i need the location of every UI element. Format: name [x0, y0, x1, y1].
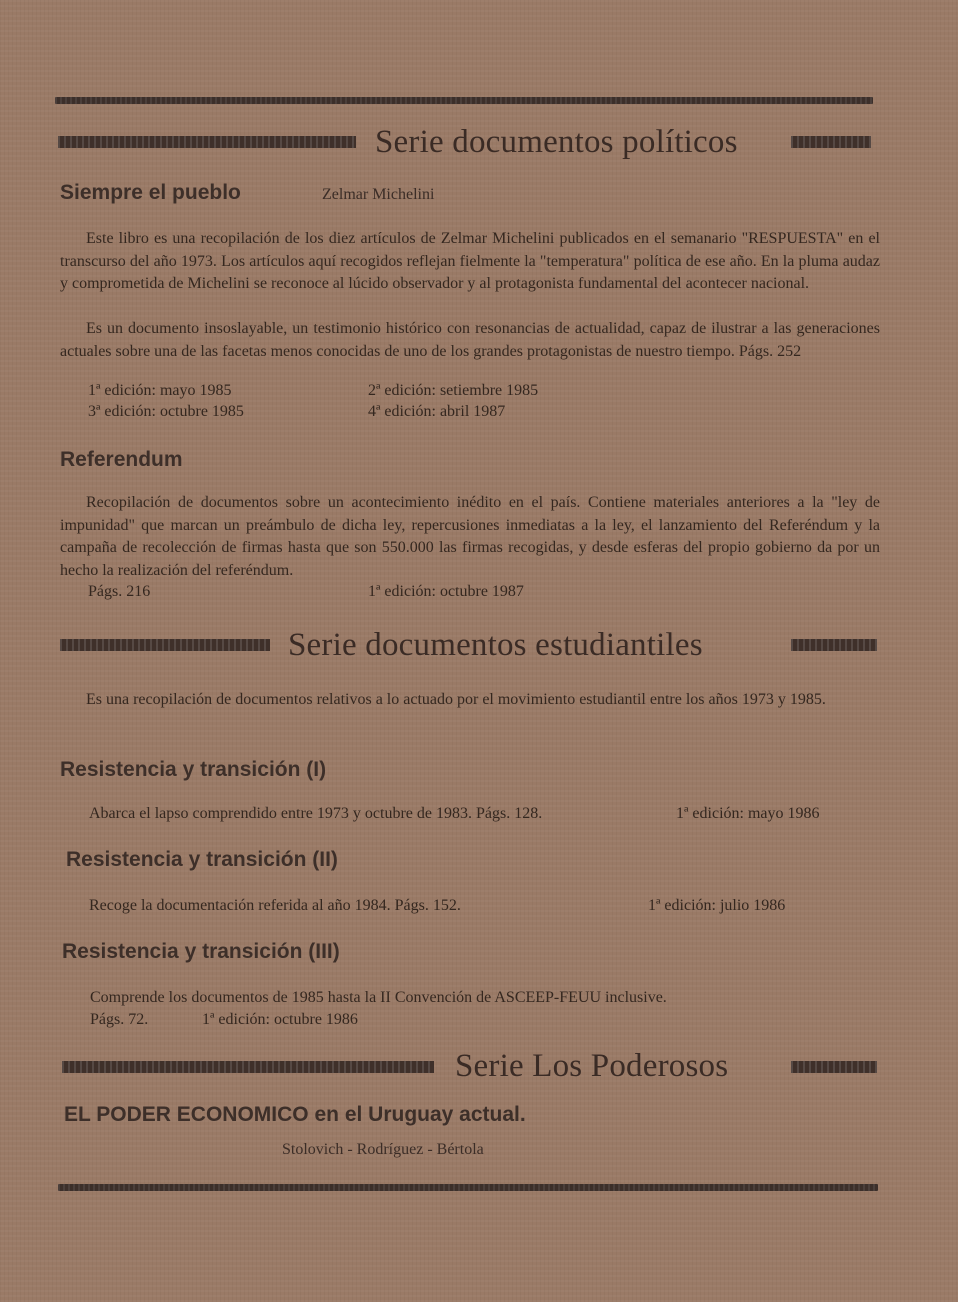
- resistencia-3-description: Comprende los documentos de 1985 hasta la II Convención de ASCEEP-FEUU inclusive.: [90, 989, 667, 1006]
- series-bar-right: [791, 1061, 877, 1073]
- siempre-description-1: Este libro es una recopilación de los diez artículos de Zelmar Michelini publicados en el semanario "RESPUESTA" en el transcurso del año 1973. Los artículos aquí recogidos reflejan fielmente la "temperatura" política de ese año. En la pluma audaz y comprometida de Michelini se reconoce al lúcido observador y al protagonista fundamental del acontecer nacional.: [60, 230, 880, 293]
- referendum-description: Recopilación de documentos sobre un acontecimiento inédito en el país. Contiene materiales anteriores a la "ley de impunidad" que marcan un preámbulo de dicha ley, repercusiones inmediatas a la ley, el lanzamiento del Referéndum y la campaña de recolección de firmas hasta que son 550.000 las firmas recogidas, y desde esferas del propio gobierno da por un hecho la realización del referéndum.: [60, 494, 880, 579]
- estudiantiles-intro: Es una recopilación de documentos relativos a lo actuado por el movimiento estudiantil entre los años 1973 y 1985.: [86, 691, 826, 708]
- top-rule: [55, 97, 873, 104]
- series-bar-right: [791, 136, 871, 148]
- series-title-estudiantiles: Serie documentos estudiantiles: [288, 627, 703, 663]
- book-title-referendum: Referendum: [60, 448, 183, 471]
- series-bar-right: [791, 639, 877, 651]
- resistencia-1-description: Abarca el lapso comprendido entre 1973 y octubre de 1983. Págs. 128.: [89, 805, 543, 822]
- series-bar-left: [58, 136, 356, 148]
- book-authors-poder-economico: Stolovich - Rodríguez - Bértola: [282, 1141, 484, 1158]
- bottom-rule: [58, 1184, 878, 1191]
- referendum-pages: Págs. 216: [88, 583, 151, 600]
- book-title-resistencia-2: Resistencia y transición (II): [66, 848, 338, 871]
- resistencia-2-edition: 1ª edición: julio 1986: [648, 897, 786, 914]
- resistencia-1-edition: 1ª edición: mayo 1986: [676, 805, 820, 822]
- book-title-siempre-el-pueblo: Siempre el pueblo: [60, 181, 241, 204]
- series-title-politicos: Serie documentos políticos: [375, 124, 738, 160]
- siempre-edition-3: 3ª edición: octubre 1985: [88, 403, 244, 420]
- resistencia-3-edition: 1ª edición: octubre 1986: [202, 1011, 358, 1028]
- resistencia-3-pages: Págs. 72.: [90, 1011, 149, 1028]
- book-title-resistencia-3: Resistencia y transición (III): [62, 940, 340, 963]
- book-title-resistencia-1: Resistencia y transición (I): [60, 758, 327, 781]
- siempre-edition-1: 1ª edición: mayo 1985: [88, 382, 232, 399]
- book-author-michelini: Zelmar Michelini: [322, 186, 435, 203]
- siempre-description-2: Es un documento insoslayable, un testimonio histórico con resonancias de actualidad, capaz de ilustrar a las generaciones actuales sobre una de las facetas menos conocidas de uno de los grandes protagonistas de nuestro tiempo. Págs. 252: [60, 320, 880, 360]
- resistencia-2-description: Recoge la documentación referida al año 1984. Págs. 152.: [89, 897, 461, 914]
- series-bar-left: [62, 1061, 434, 1073]
- series-title-poderosos: Serie Los Poderosos: [455, 1048, 729, 1084]
- series-bar-left: [60, 639, 270, 651]
- referendum-edition: 1ª edición: octubre 1987: [368, 583, 524, 600]
- book-title-poder-economico: EL PODER ECONOMICO en el Uruguay actual.: [64, 1103, 526, 1126]
- siempre-edition-4: 4ª edición: abril 1987: [368, 403, 506, 420]
- siempre-edition-2: 2ª edición: setiembre 1985: [368, 382, 539, 399]
